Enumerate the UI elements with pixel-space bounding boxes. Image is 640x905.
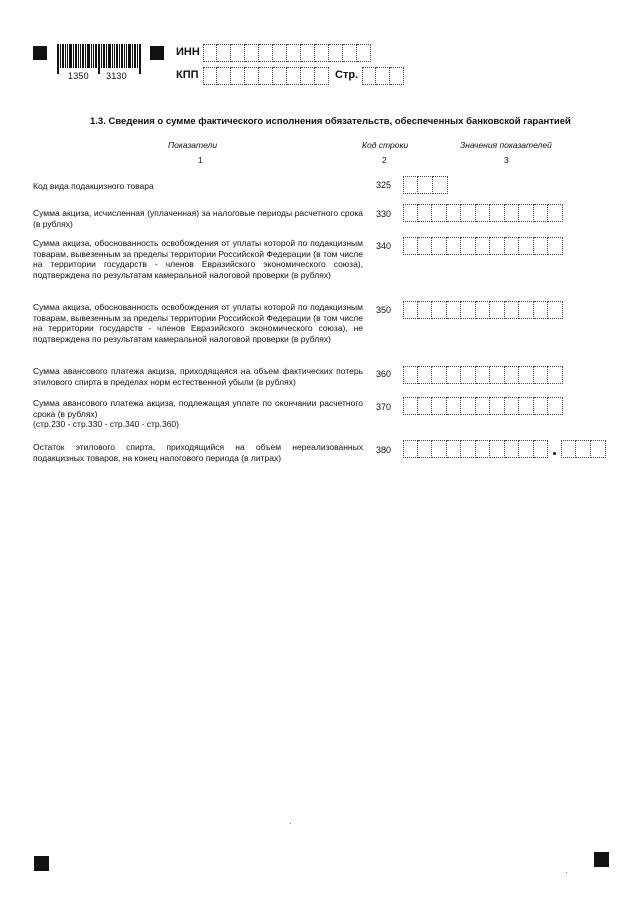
- row-370-formula: (стр.230 - стр.330 - стр.340 - стр.360): [33, 419, 179, 430]
- row-380-label: Остаток этилового спирта, приходящийся на объем нереализованных подакцизных товаров, на конец налогового периода (в литрах): [33, 442, 363, 463]
- corner-marker-bottom-left: [34, 856, 49, 871]
- row-340-value-field[interactable]: [403, 237, 563, 255]
- row-370-code: 370: [376, 402, 392, 412]
- decimal-point-marker: [553, 452, 556, 455]
- row-370-text: Сумма авансового платежа акциза, подлежащая уплате по окончании расчетного срока (в рублях): [33, 398, 363, 419]
- barcode-number-right: 3130: [106, 71, 127, 81]
- row-380-value-field-fraction[interactable]: [561, 440, 606, 458]
- column-number-2: 2: [382, 155, 387, 165]
- corner-marker-top-right: [150, 46, 164, 60]
- row-360-value-field[interactable]: [403, 366, 563, 384]
- row-350-label: Сумма акциза, обоснованность освобождения от уплаты которой по подакцизным товарам, вывезенным за пределы территории Российской Федерации (в том числе на территории государств - членов Евразийского экономического союза), не подтверждена по результатам камеральной налоговой проверки (в рублях): [33, 302, 363, 344]
- row-360-code: 360: [376, 369, 392, 379]
- column-header-row-code: Код строки: [362, 140, 409, 150]
- inn-label: ИНН: [176, 46, 200, 58]
- inn-field[interactable]: [203, 44, 371, 62]
- barcode-image: [57, 44, 141, 74]
- page-number-field[interactable]: [362, 67, 404, 85]
- kpp-field[interactable]: [203, 67, 329, 85]
- row-330-code: 330: [376, 209, 392, 219]
- column-header-indicators: Показатели: [168, 140, 218, 150]
- row-340-label: Сумма акциза, обоснованность освобождения от уплаты которой по подакцизным товарам, вывезенным за пределы территории Российской Федерации (в том числе на территории государств - членов Евразийского экономического союза), подтверждена по результатам камеральной налоговой проверки (в рублях): [33, 238, 363, 280]
- row-330-label: Сумма акциза, исчисленная (уплаченная) за налоговые периоды расчетного срока (в рублях): [33, 208, 363, 229]
- row-325-value-field[interactable]: [403, 176, 448, 194]
- row-370-label: [33, 398, 363, 430]
- row-325-label: Код вида подакцизного товара: [33, 181, 154, 191]
- section-title: 1.3. Сведения о сумме фактического исполнения обязательств, обеспеченных банковской гарантией: [90, 116, 571, 127]
- kpp-label: КПП: [176, 69, 199, 81]
- row-330-value-field[interactable]: [403, 204, 563, 222]
- corner-marker-bottom-right: [594, 852, 609, 867]
- corner-marker-top-left: [33, 46, 47, 60]
- scan-speck: [566, 872, 567, 873]
- column-number-3: 3: [504, 155, 509, 165]
- column-header-values: Значения показателей: [460, 140, 552, 150]
- row-340-code: 340: [376, 241, 392, 251]
- row-360-label: Сумма авансового платежа акциза, приходящаяся на объем фактических потерь этилового спирта в пределах норм естественной убыли (в рублях): [33, 366, 363, 387]
- barcode-number-left: 1350: [68, 71, 89, 81]
- row-380-value-field-integer[interactable]: [403, 440, 548, 458]
- row-350-code: 350: [376, 305, 392, 315]
- page-label: Стр.: [335, 69, 359, 81]
- row-325-code: 325: [376, 180, 392, 190]
- column-number-1: 1: [198, 155, 203, 165]
- row-370-value-field[interactable]: [403, 397, 563, 415]
- scan-speck: [290, 823, 291, 824]
- row-380-code: 380: [376, 445, 392, 455]
- row-350-value-field[interactable]: [403, 301, 563, 319]
